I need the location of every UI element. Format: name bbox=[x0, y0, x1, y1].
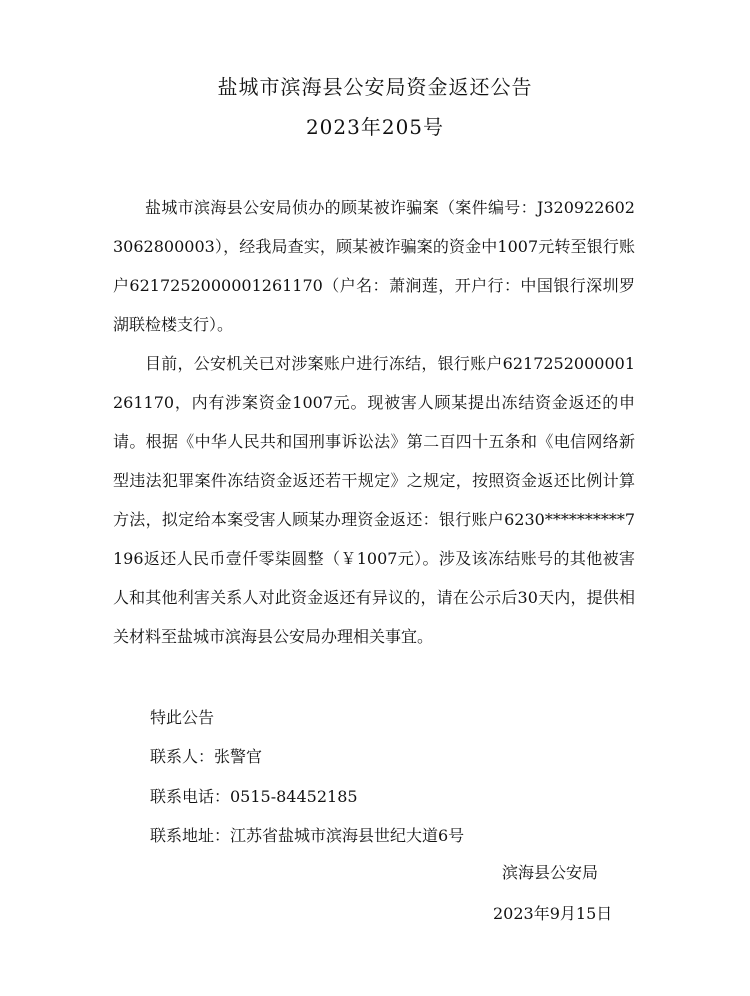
special-notice-text: 特此公告 bbox=[150, 708, 215, 727]
notice-number: 2023年205号 bbox=[305, 115, 445, 139]
contact-address: 联系地址：江苏省盐城市滨海县世纪大道6号 bbox=[150, 826, 465, 845]
notice-paragraph-1: 盐城市滨海县公安局侦办的顾某被诈骗案（案件编号：J3209226023062800003），经我局查实，顾某被诈骗案的资金中1007元转至银行账户6217252000001261170（户名：萧涧莲，开户行：中国银行深圳罗湖联检楼支行）。 bbox=[113, 198, 635, 334]
contact-person: 联系人：张警官 bbox=[150, 747, 263, 766]
signature-date: 2023年9月15日 bbox=[493, 904, 613, 923]
signature-organization: 滨海县公安局 bbox=[502, 863, 599, 882]
notice-paragraph-2: 目前，公安机关已对涉案账户进行冻结，银行账户6217252000001261170，内有涉案资金1007元。现被害人顾某提出冻结资金返还的申请。根据《中华人民共和国刑事诉讼法》第二百四十五条和《电信网络新型违法犯罪案件冻结资金返还若干规定》之规定，按照资金返还比例计算方法，拟定给本案受害人顾某办理资金返还：银行账户6230**********7196返还人民币壹仟零柒圆整（￥1007元）。涉及该冻结账号的其他被害人和其他利害关系人对此资金返还有异议的，请在公示后30天内，提供相关材料至盐城市滨海县公安局办理相关事宜。 bbox=[113, 354, 635, 646]
notice-body bbox=[113, 188, 635, 656]
notice-title: 盐城市滨海县公安局资金返还公告 bbox=[217, 75, 533, 99]
contact-phone: 联系电话：0515-84452185 bbox=[150, 787, 358, 806]
